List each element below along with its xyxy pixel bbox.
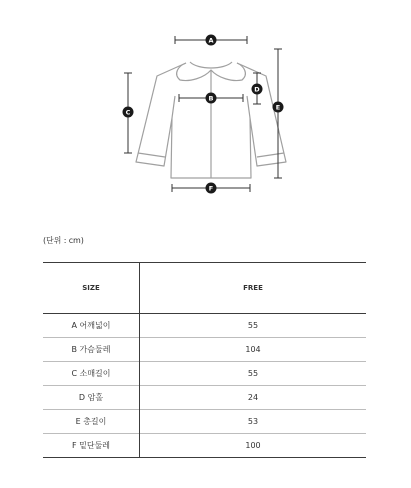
- row-label: A 어깨넓이: [43, 314, 140, 338]
- svg-text:C: C: [125, 108, 131, 117]
- table-row: [43, 434, 366, 458]
- marker-c: [123, 107, 134, 118]
- row-value: 53: [247, 417, 259, 426]
- row-label: B 가슴둘레: [43, 338, 140, 362]
- table-row: [43, 362, 366, 386]
- marker-e: [273, 102, 284, 113]
- row-value: 104: [245, 345, 261, 354]
- table-row: [43, 338, 366, 362]
- header-free: FREE: [243, 284, 263, 292]
- table-header-row: [43, 263, 366, 314]
- marker-b: [206, 93, 217, 104]
- svg-text:D: D: [254, 85, 260, 94]
- svg-text:E: E: [275, 103, 281, 112]
- row-value: 55: [247, 321, 259, 330]
- row-value: 100: [245, 441, 261, 450]
- table-row: [43, 410, 366, 434]
- row-label: C 소매길이: [43, 362, 140, 386]
- svg-text:F: F: [208, 184, 214, 193]
- row-label: F 밑단둘레: [43, 434, 140, 458]
- svg-text:A: A: [208, 36, 214, 45]
- jacket-outline: [136, 62, 286, 178]
- marker-f: [206, 183, 217, 194]
- row-label: E 총길이: [43, 410, 140, 434]
- header-size: SIZE: [43, 263, 140, 314]
- table-row: [43, 386, 366, 410]
- row-value: 55: [247, 369, 259, 378]
- size-table: [43, 262, 366, 458]
- row-value: 24: [247, 393, 259, 402]
- row-label: D 암홀: [43, 386, 140, 410]
- table-row: [43, 314, 366, 338]
- svg-text:B: B: [208, 94, 214, 103]
- marker-a: [206, 35, 217, 46]
- marker-d: [252, 84, 263, 95]
- garment-measurement-diagram: [0, 0, 411, 215]
- unit-note: (단위 : cm): [43, 236, 84, 245]
